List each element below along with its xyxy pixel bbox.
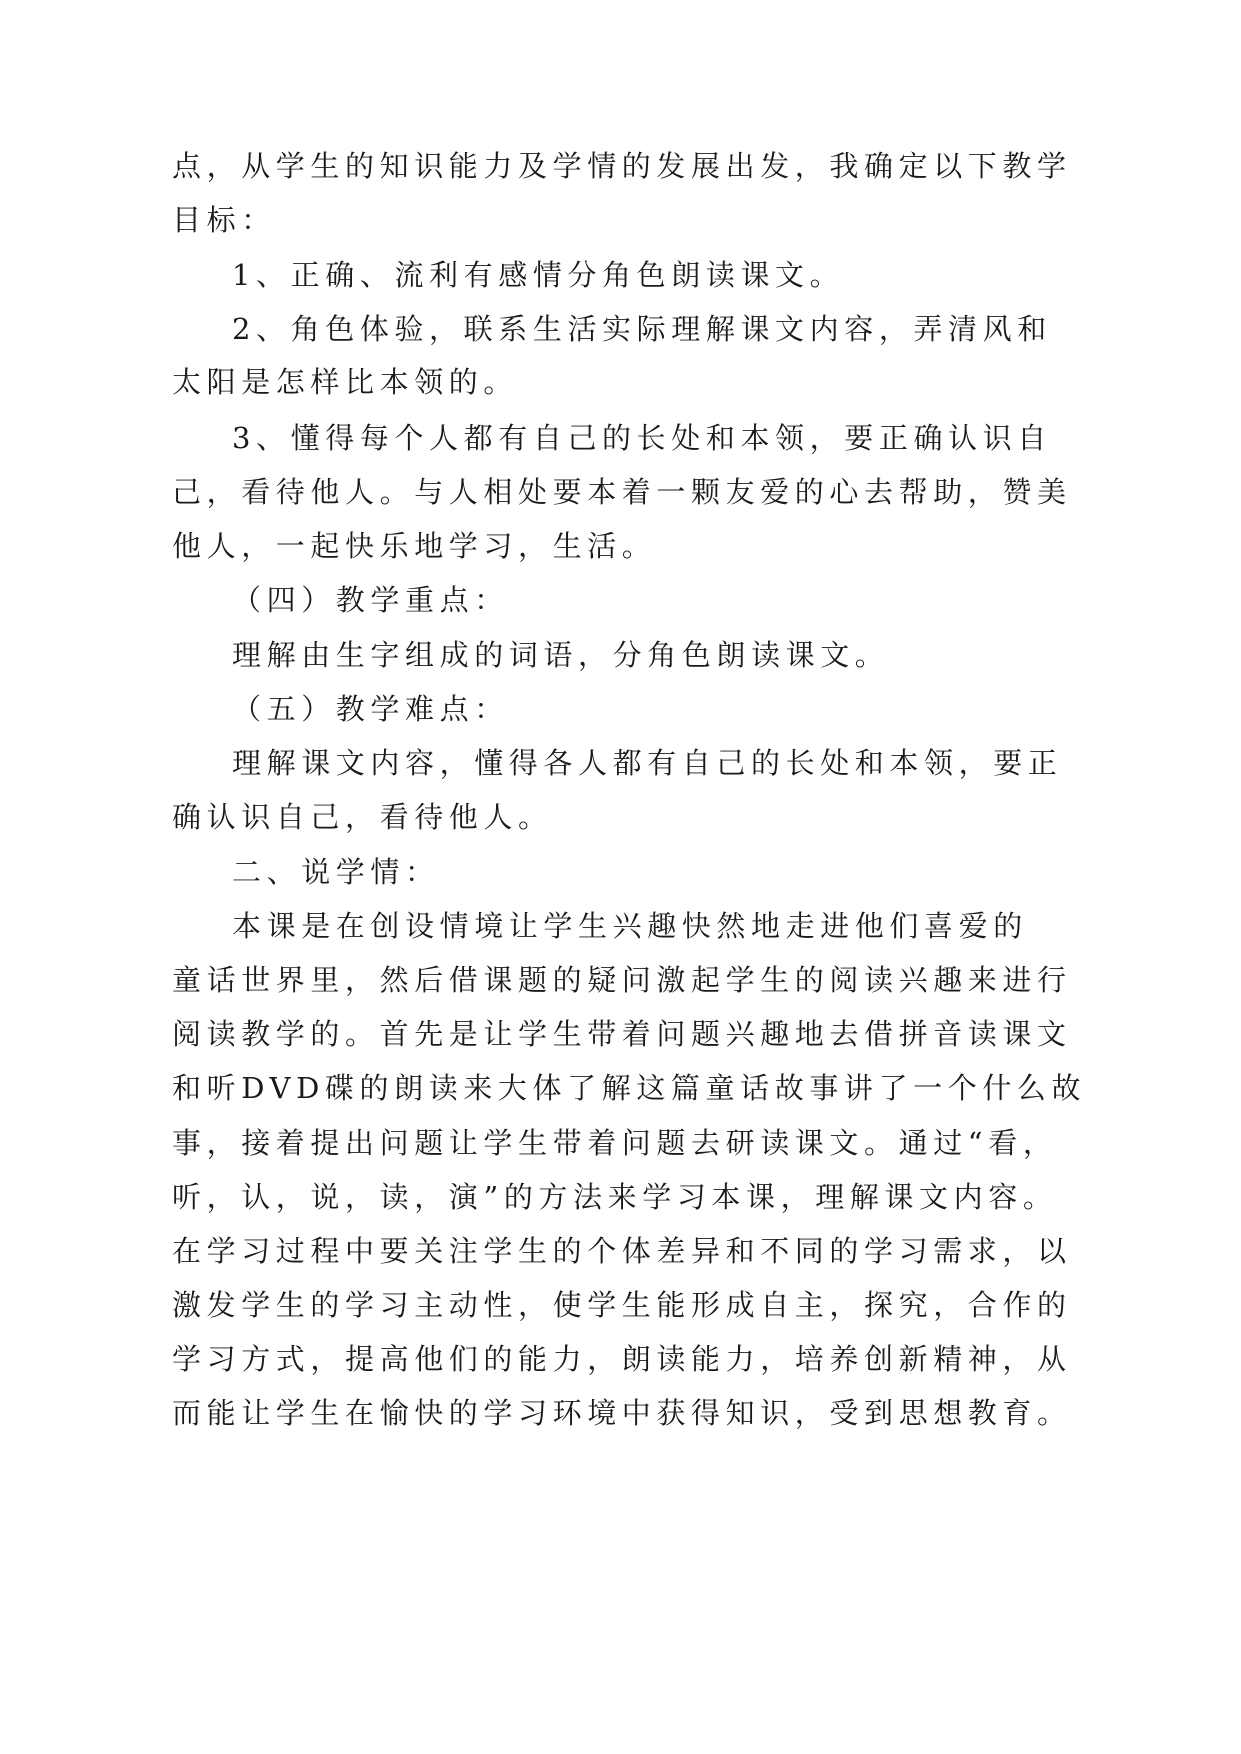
- section-heading: （四）教学重点：: [232, 583, 509, 617]
- text-line: 而能让学生在愉快的学习环境中获得知识，受到思想教育。: [172, 1396, 1072, 1430]
- text-line: 理解课文内容，懂得各人都有自己的长处和本领，要正: [232, 746, 1063, 780]
- text-line: 童话世界里，然后借课题的疑问激起学生的阅读兴趣来进行: [172, 963, 1072, 997]
- text-line: 理解由生字组成的词语，分角色朗读课文。: [232, 638, 890, 672]
- text-line: 己，看待他人。与人相处要本着一颗友爱的心去帮助，赞美: [172, 475, 1072, 509]
- section-heading: 二、说学情：: [232, 855, 440, 889]
- text-line: 目标：: [172, 203, 276, 237]
- text-line: 太阳是怎样比本领的。: [172, 365, 519, 399]
- text-line: 事，接着提出问题让学生带着问题去研读课文。通过“看，: [172, 1126, 1058, 1160]
- text-line: 本课是在创设情境让学生兴趣快然地走进他们喜爱的: [232, 909, 1028, 943]
- text-line: 和听DVD碟的朗读来大体了解这篇童话故事讲了一个什么故: [172, 1071, 1087, 1105]
- text-line: 1、正确、流利有感情分角色朗读课文。: [232, 258, 845, 292]
- text-line: 在学习过程中要关注学生的个体差异和不同的学习需求，以: [172, 1234, 1072, 1268]
- section-heading: （五）教学难点：: [232, 692, 509, 726]
- text-line: 激发学生的学习主动性，使学生能形成自主，探究，合作的: [172, 1288, 1072, 1322]
- text-line: 阅读教学的。首先是让学生带着问题兴趣地去借拼音读课文: [172, 1017, 1072, 1051]
- text-line: 2、角色体验，联系生活实际理解课文内容，弄清风和: [232, 312, 1052, 346]
- text-line: 点，从学生的知识能力及学情的发展出发，我确定以下教学: [172, 149, 1072, 183]
- text-line: 确认识自己，看待他人。: [172, 800, 553, 834]
- text-line: 3、懂得每个人都有自己的长处和本领，要正确认识自: [232, 421, 1052, 455]
- text-line: 听，认，说，读，演”的方法来学习本课，理解课文内容。: [172, 1180, 1058, 1214]
- text-line: 学习方式，提高他们的能力，朗读能力，培养创新精神，从: [172, 1342, 1072, 1376]
- text-line: 他人，一起快乐地学习，生活。: [172, 529, 657, 563]
